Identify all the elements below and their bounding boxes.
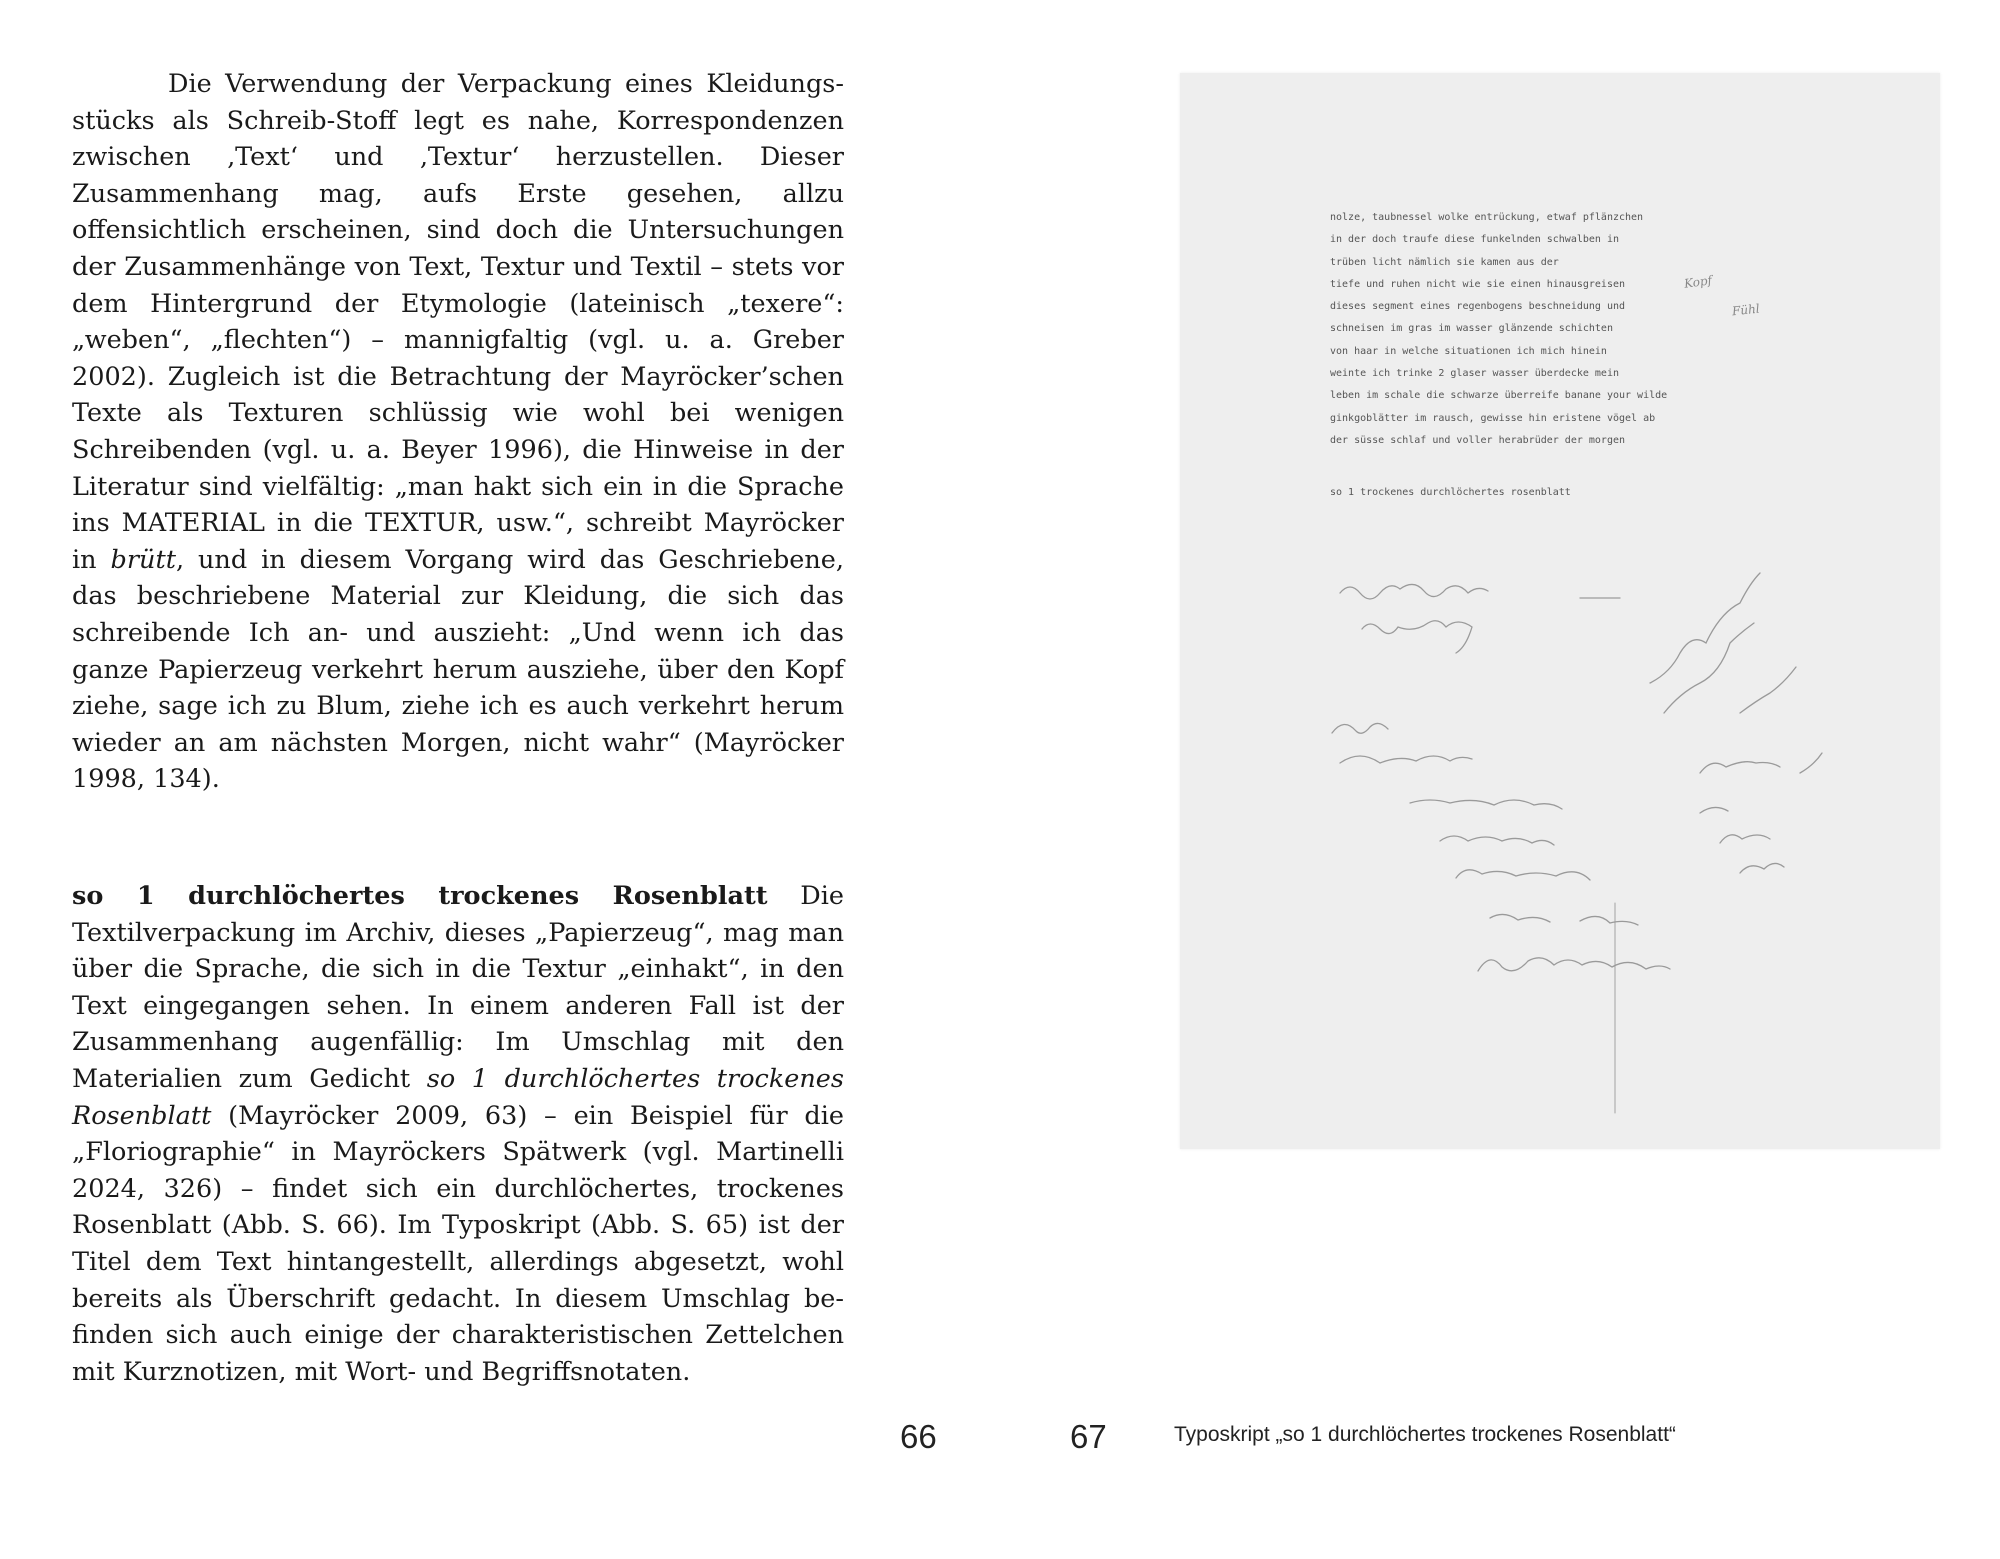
typescript-line: leben im schale die schwarze überreife banane your wilde — [1330, 390, 1668, 402]
paragraph-2 — [72, 878, 844, 1390]
paragraph-1 — [72, 66, 844, 798]
typescript-line: trüben licht nämlich sie kamen aus der — [1330, 256, 1559, 268]
paragraph-2-text-b: (Mayröcker 2009, 63) – ein Beispiel für die „Floriographie“ in Mayröckers Spätwerk (vgl. Martinelli 2024, 326) – findet sich ein durchlöchertes, trockenes Rosenblatt (Abb. S. 66). Im Typoskript (Abb. S. 65) ist der Titel dem Text hintangestellt, allerdings abgesetzt, wohl bereits als Überschrift gedacht. In diesem Umschlag befinden sich auch einige der charakteristischen Zettelchen mit Kurznotizen, mit Wort- und Begriffsnotaten. — [72, 1100, 844, 1387]
paragraph-2-text-a: Die Textilverpackung im Archiv, dieses „Papierzeug“, mag man über die Sprache, die sich in die Textur „einhakt“, in den Text eingegangen sehen. In einem anderen Fall ist der Zusammenhang augenfällig: Im Umschlag mit den Materialien zum Gedicht — [72, 881, 844, 1094]
typescript-scan-image — [1180, 73, 1940, 1149]
typescript-line: ginkgoblätter im rausch, gewisse hin eristene vögel ab — [1330, 412, 1656, 424]
margin-note: Kopf — [1683, 273, 1713, 291]
handwritten-notes-drawing — [1180, 73, 1940, 1149]
page-number-left: 66 — [900, 1418, 937, 1455]
typescript-line: nolze, taubnessel wolke entrückung, etwaf pflänzchen — [1330, 212, 1644, 223]
typescript-line: weinte ich trinke 2 glaser wasser überdecke mein — [1330, 368, 1619, 380]
paragraph-1-text: Die Verwendung der Verpackung eines Kleidungsstücks als Schreib-Stoff legt es nahe, Korrespondenzen zwischen ‚Text‘ und ‚Textur‘ herzustellen. Dieser Zusammenhang mag, aufs Erste gesehen, allzu offensichtlich erscheinen, sind doch die Untersuchungen der Zusammenhänge von Text, Textur und Textil – stets vor dem Hintergrund der Etymologie (lateinisch „texere“: „weben“, „flechten“) – mannigfaltig (vgl. u. a. Greber 2002). Zugleich ist die Betrachtung der Mayröcker’schen Texte als Texturen schlüssig wie wohl bei wenigen Schreibenden (vgl. u. a. Beyer 1996), die Hinweise in der Literatur sind vielfältig: „man hakt sich ein in die Sprache ins MATERIAL in die TEXTUR, usw.“, schreibt Mayröcker in — [72, 69, 844, 575]
paragraph-2-italic-title: so 1 durchlöchertes trockenes Rosenblatt — [72, 1063, 844, 1131]
typescript-line: der süsse schlaf und voller herabrüder der morgen — [1330, 434, 1626, 446]
typescript-line: schneisen im gras im wasser glänzende schichten — [1330, 323, 1613, 335]
typescript-line: von haar in welche situationen ich mich hinein — [1330, 345, 1607, 357]
right-page — [1000, 0, 2000, 1559]
typescript-line: dieses segment eines regenbogens beschneidung und — [1330, 301, 1626, 313]
section-heading: so 1 durchlöchertes trockenes Rosenblatt — [72, 881, 768, 911]
page-number-right: 67 — [1070, 1418, 1107, 1455]
margin-note: Fühl — [1731, 301, 1761, 319]
figure-caption: Typoskript „so 1 durchlöchertes trockenes Rosenblatt“ — [1174, 1423, 1676, 1446]
typescript-line: tiefe und ruhen nicht wie sie einen hinausgreisen — [1330, 278, 1626, 290]
paragraph-1-italic-title: brütt — [110, 544, 176, 575]
typescript-line: in der doch traufe diese funkelnden schwalben in — [1330, 234, 1619, 246]
paragraph-1-text-end: , und in diesem Vorgang wird das Geschriebene, das beschriebene Material zur Kleidung, die sich das schreibende Ich an- und auszieht: „Und wenn ich das ganze Papierzeug verkehrt herum ausziehe, über den Kopf ziehe, sage ich zu Blum, ziehe ich es auch verkehrt herum wieder an am nächsten Morgen, nicht wahr“ (Mayröcker 1998, 134). — [72, 544, 844, 795]
typescript-title: so 1 trockenes durchlöchertes rosenblatt — [1330, 487, 1571, 498]
